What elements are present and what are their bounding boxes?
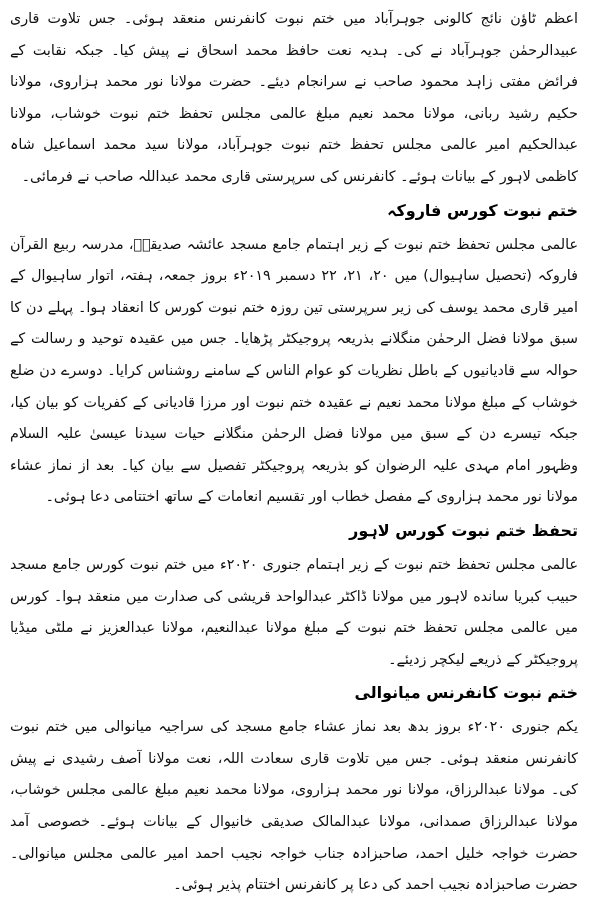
section-heading-mianwali: ختم نبوت کانفرنس میانوالی [354, 683, 578, 703]
lahore-course-paragraph: عالمی مجلس تحفظ ختم نبوت کے زیر اہتمام جنوری ۲۰۲۰ء میں ختم نبوت کورس جامع مسجد حبیب کبریا سانده لاہور میں مولانا ڈاکٹر عبدالواحد قریشی کی صدارت میں منعقد ہوا۔ کورس میں عالمی مجلس تحفظ ختم نبوت کے مبلغ مولانا عبدالنعیم، مولانا عبدالعزیز نے ملٹی میڈیا پروجیکٹر کے ذریعے لیکچر زدیئے۔ [10, 556, 579, 668]
mianwali-conference-paragraph: یکم جنوری ۲۰۲۰ء بروز بدھ بعد نماز عشاء جامع مسجد کی سراجیہ میانوالی میں ختم نبوت کانفرنس منعقد ہوئی۔ جس میں تلاوت قاری سعادت اللہ، نعت مولانا آصف رشیدی نے پیش کی۔ مولانا عبدالرزاق، مولانا نور محمد ہزاروی، مولانا محمد نعیم مبلغ عالمی مجلس خوشاب، مولانا عبدالرزاق صمدانی، مولانا عبدالمالک صدیقی خانیوال کے بیانات ہوئے۔ خصوصی آمد حضرت خواجہ خلیل احمد، صاحبزادہ جناب خواجہ نجیب احمد امیر عالمی مجلس میانوالی۔ حضرت صاحبزادہ نجیب احمد کی دعا پر کانفرنس اختتام پذیر ہوئی۔ [10, 719, 578, 894]
intro-paragraph: اعظم ٹاؤن نائج کالونی جوہرآباد میں ختم نبوت کانفرنس منعقد ہوئی۔ جس تلاوت قاری عبیدالرحمٰن جوہرآباد نے کی۔ ہدیہ نعت حافظ محمد اسحاق نے پیش کیا۔ جبکہ نقابت کے فرائض مفتی زاہد محمود صاحب نے سرانجام دیئے۔ حضرت مولانا نور محمد ہزاروی، مولانا حکیم رشید ربانی، مولانا محمد نعیم مبلغ عالمی مجلس تحفظ ختم نبوت خوشاب، مولانا عبدالحکیم امیر عالمی مجلس تحفظ ختم نبوت جوہرآباد، مولانا سید محمد اسماعیل شاہ کاظمی لاہور کے بیانات ہوئے۔ کانفرنس کی سرپرستی قاری محمد عبداللہ صاحب نے فرمائی۔ [10, 11, 578, 185]
section-heading-farooka: ختم نبوت کورس فاروکہ [387, 200, 578, 220]
farooka-course-paragraph: عالمی مجلس تحفظ ختم نبوت کے زیر اہتمام جامع مسجد عائشہ صدیقہؓ، مدرسہ ربیع القرآن فاروکہ (تحصیل ساہیوال) میں ۲۰، ۲۱، ۲۲ دسمبر ۲۰۱۹ء بروز جمعہ، ہفتہ، اتوار ساہیوال کے امیر قاری محمد یوسف کی زیر سرپرستی تین روزہ ختم نبوت کورس کا انعقاد ہوا۔ پہلے دن کا سبق مولانا فضل الرحمٰن منگلانے بذریعہ پروجیکٹر پڑھایا۔ جس میں عقیدہ توحید و رسالت کے حوالہ سے قادیانیوں کے باطل نظریات کو عوام الناس کے سامنے روشناس کرایا۔ دوسرے دن ضلع خوشاب کے مبلغ مولانا محمد نعیم نے عقیدہ ختم نبوت اور مرزا قادیانی کے کفریات کو بیان کیا، جبکہ تیسرے دن کے سبق میں مولانا فضل الرحمٰن منگلانے حیات سیدنا عیسیٰ علیہ السلام وظہور امام مہدی علیہ الرضوان کو بذریعہ پروجیکٹر تفصیل سے بیان کیا۔ بعد از نماز عشاء مولانا نور محمد ہزاروی کے مفصل خطاب اور تقسیم انعامات کے ساتھ اختتامی دعا ہوئی۔ [10, 236, 578, 506]
section-heading-lahore: تحفظ ختم نبوت کورس لاہور [349, 520, 578, 540]
